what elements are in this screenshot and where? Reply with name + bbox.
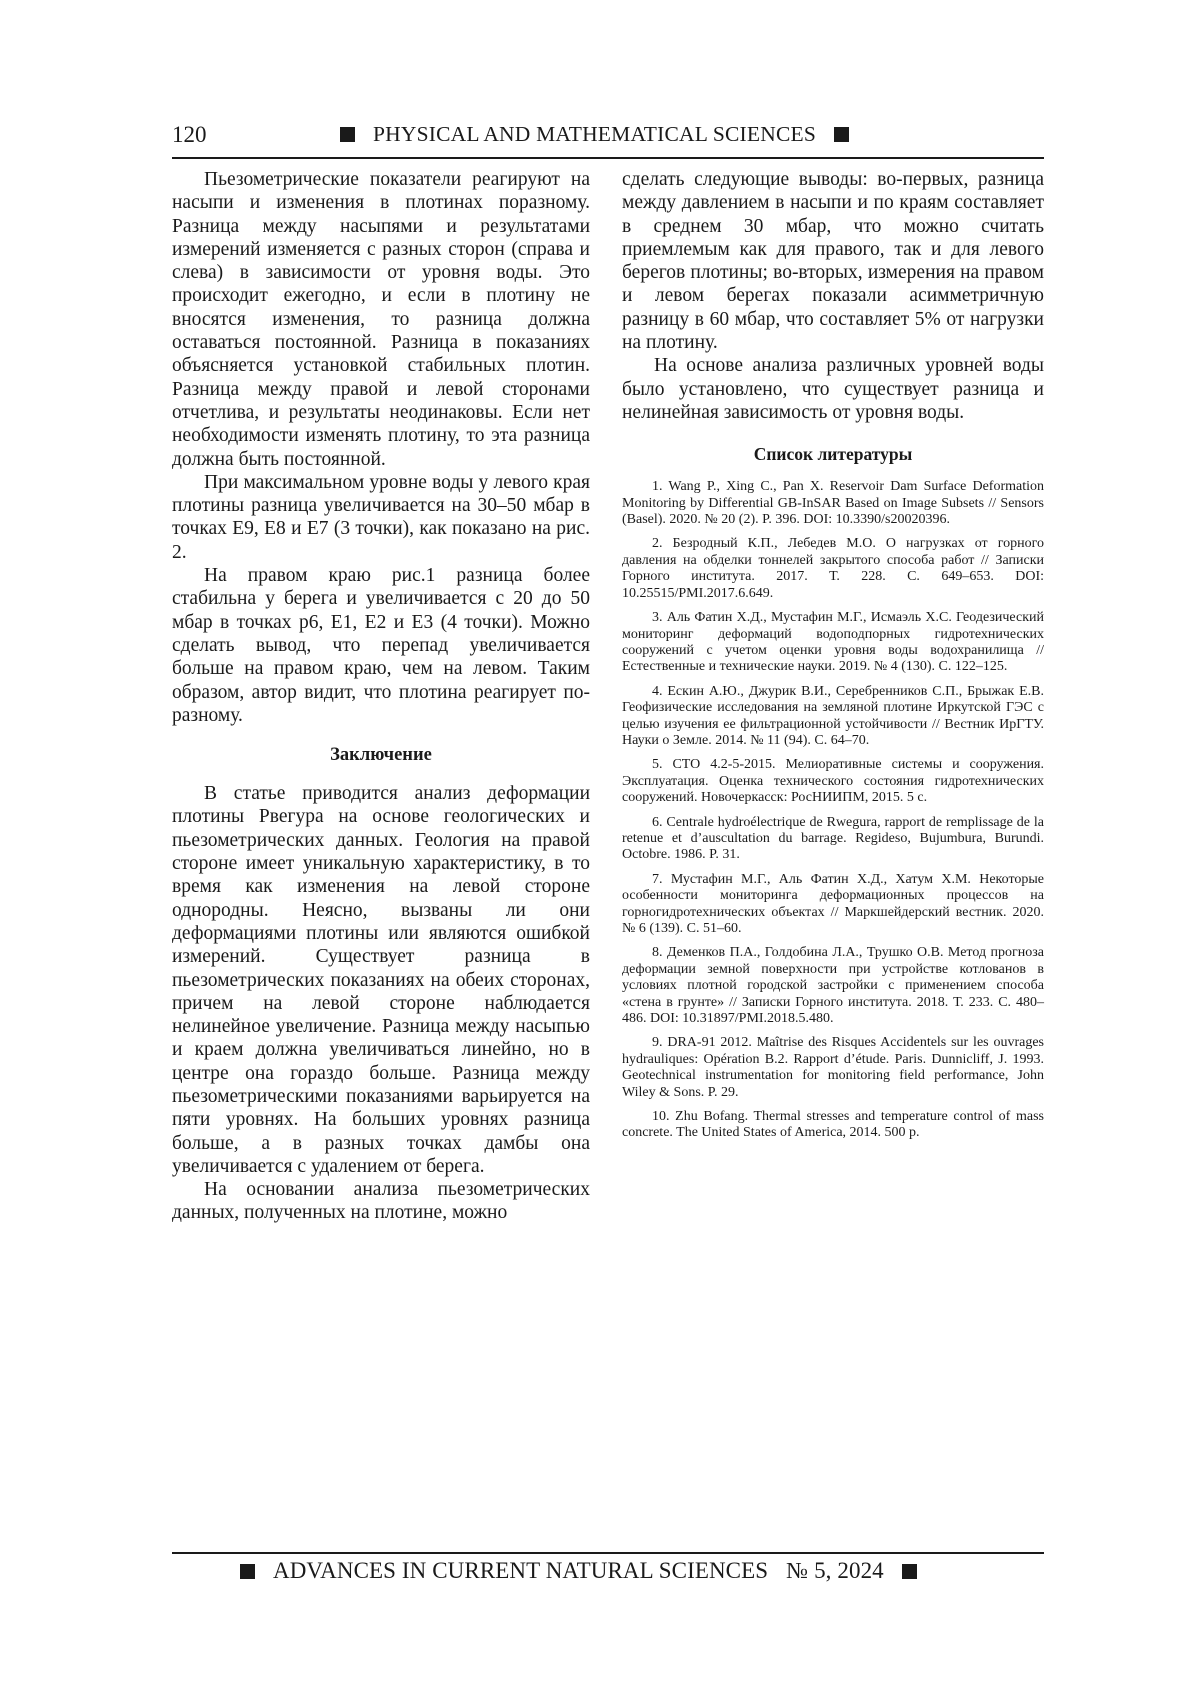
journal-section-title: PHYSICAL AND MATHEMATICAL SCIENCES bbox=[373, 122, 817, 146]
reference-item: 1. Wang P., Xing C., Pan X. Reservoir Dam Surface Deformation Monitoring by Differential GB-InSAR Based on Image Subsets // Sensors (Basel). 2020. № 20 (2). P. 396. DOI: 10.3390/s20020396. bbox=[622, 479, 1044, 528]
body-paragraph: На правом краю рис.1 разница более стабильна у берега и увеличивается с 20 до 50 мбар в точках p6, E1, E2 и E3 (4 точки). Можно сделать вывод, что перепад увеличивается больше на правом краю, чем на левом. Таким образом, автор видит, что плотина реагирует по-разному. bbox=[172, 565, 590, 726]
body-paragraph: На основании анализа пьезометрических данных, полученных на плотине, можно bbox=[172, 1179, 590, 1224]
page-number: 120 bbox=[172, 122, 207, 147]
page-header bbox=[172, 120, 1044, 154]
square-bullet-icon bbox=[240, 1564, 255, 1579]
square-bullet-icon bbox=[340, 127, 355, 142]
left-column bbox=[172, 168, 590, 1225]
reference-item: 2. Безродный К.П., Лебедев М.О. О нагрузках от горного давления на обделки тоннелей закрытого способа работ // Записки Горного института. 2017. Т. 228. С. 649–653. DOI: 10.25515/PMI.2017.6.649. bbox=[622, 536, 1044, 601]
square-bullet-icon bbox=[834, 127, 849, 142]
reference-item: 3. Аль Фатин Х.Д., Мустафин М.Г., Исмаэль Х.С. Геодезический мониторинг деформаций водоподпорных гидротехнических сооружений с учетом оценки уровня воды водохранилища // Естественные и технические науки. 2019. № 4 (130). С. 122–125. bbox=[622, 610, 1044, 675]
journal-title: ADVANCES IN CURRENT NATURAL SCIENCES bbox=[273, 1558, 769, 1583]
reference-item: 10. Zhu Bofang. Thermal stresses and temperature control of mass concrete. The United States of America, 2014. 500 p. bbox=[622, 1109, 1044, 1141]
reference-item: 4. Ескин А.Ю., Джурик В.И., Серебренников С.П., Брыжак Е.В. Геофизические исследования на земляной плотине Иркутской ГЭС с целью изучения ее фильтрационной устойчивости // Вестник ИрГТУ. Науки о Земле. 2014. № 11 (94). С. 64–70. bbox=[622, 683, 1044, 748]
body-paragraph: При максимальном уровне воды у левого края плотины разница увеличивается на 30–50 мбар в точках E9, E8 и E7 (3 точки), как показано на рис. 2. bbox=[172, 471, 590, 563]
references-heading: Список литературы bbox=[753, 444, 913, 465]
reference-item: 8. Деменков П.А., Голдобина Л.А., Трушко О.В. Метод прогноза деформации земной поверхности при устройстве котлованов в условиях плотной городской застройки с применением способа «стена в грунте» // Записки Горного института. 2018. Т. 233. С. 480–486. DOI: 10.31897/PMI.2018.5.480. bbox=[622, 945, 1044, 1027]
running-head bbox=[340, 122, 849, 147]
reference-item: 7. Мустафин М.Г., Аль Фатин Х.Д., Хатум Х.М. Некоторые особенности мониторинга деформационных процессов на горногидротехнических объектах // Маркшейдерский вестник. 2020. № 6 (139). С. 51–60. bbox=[622, 871, 1044, 937]
right-column bbox=[622, 168, 1044, 1150]
reference-item: 6. Centrale hydroélectrique de Rwegura, rapport de remplissage de la retenue et d’auscultation du barrage. Regideso, Bujumbura, Burundi. Octobre. 1986. P. 31. bbox=[622, 814, 1044, 863]
reference-item: 9. DRA-91 2012. Maîtrise des Risques Accidentels sur les ouvrages hydrauliques: Opération B.2. Rapport d’étude. Paris. Dunnicliff, J. 1993. Geotechnical instrumentation for monitoring field performance, John Wiley & Sons. P. 29. bbox=[622, 1035, 1044, 1100]
footer-rule bbox=[172, 1552, 1044, 1554]
reference-item: 5. СТО 4.2-5-2015. Мелиоративные системы и сооружения. Эксплуатация. Оценка технического состояния гидротехнических сооружений. Новочеркасск: РосНИИПМ, 2015. 5 с. bbox=[622, 757, 1044, 806]
header-rule bbox=[172, 157, 1044, 159]
reference-list bbox=[622, 479, 1044, 1142]
conclusion-heading: Заключение bbox=[330, 745, 432, 766]
body-paragraph: В статье приводится анализ деформации плотины Рвегура на основе геологических и пьезометрических данных. Геология на правой стороне имеет уникальную характеристику, в то время как изменения на левой стороне однородны. Неясно, вызваны ли они деформациями плотины или являются ошибкой измерений. Существует разница в пьезометрических показаниях на обеих сторонах, причем на левой стороне наблюдается нелинейное увеличение. Разница между насыпью и краем должна увеличиваться линейно, но в центре она гораздо больше. Разница между пьезометрическими показаниями варьируется на пяти уровнях. На больших уровнях разница больше, а в разных точках дамбы она увеличивается с удалением от берега. bbox=[172, 783, 590, 1177]
body-paragraph: сделать следующие выводы: во-первых, разница между давлением в насыпи и по краям составляет в среднем 30 мбар, что можно считать приемлемым как для правого, так и для левого берегов плотины; во-вторых, измерения на правом и левом берегах показали асимметричную разницу в 60 мбар, что составляет 5% от нагрузки на плотину. bbox=[622, 169, 1044, 354]
page-footer bbox=[240, 1558, 917, 1584]
body-paragraph: Пьезометрические показатели реагируют на насыпи и изменения в плотинах поразному. Разница между насыпями и результатами измерений изменяется с разных сторон (справа и слева) в зависимости от уровня воды. Это происходит ежегодно, и если в плотину не вносятся изменения, то разница должна оставаться постоянной. Разница в показаниях объясняется установкой стабильных плотин. Разница между правой и левой сторонами отчетлива, и результаты неодинаковы. Если нет необходимости изменять плотину, то эта разница должна быть постоянной. bbox=[172, 169, 590, 470]
square-bullet-icon bbox=[902, 1564, 917, 1579]
issue-number: № 5, 2024 bbox=[786, 1558, 884, 1583]
body-paragraph: На основе анализа различных уровней воды было установлено, что существует разница и нелинейная зависимость от уровня воды. bbox=[622, 355, 1044, 423]
